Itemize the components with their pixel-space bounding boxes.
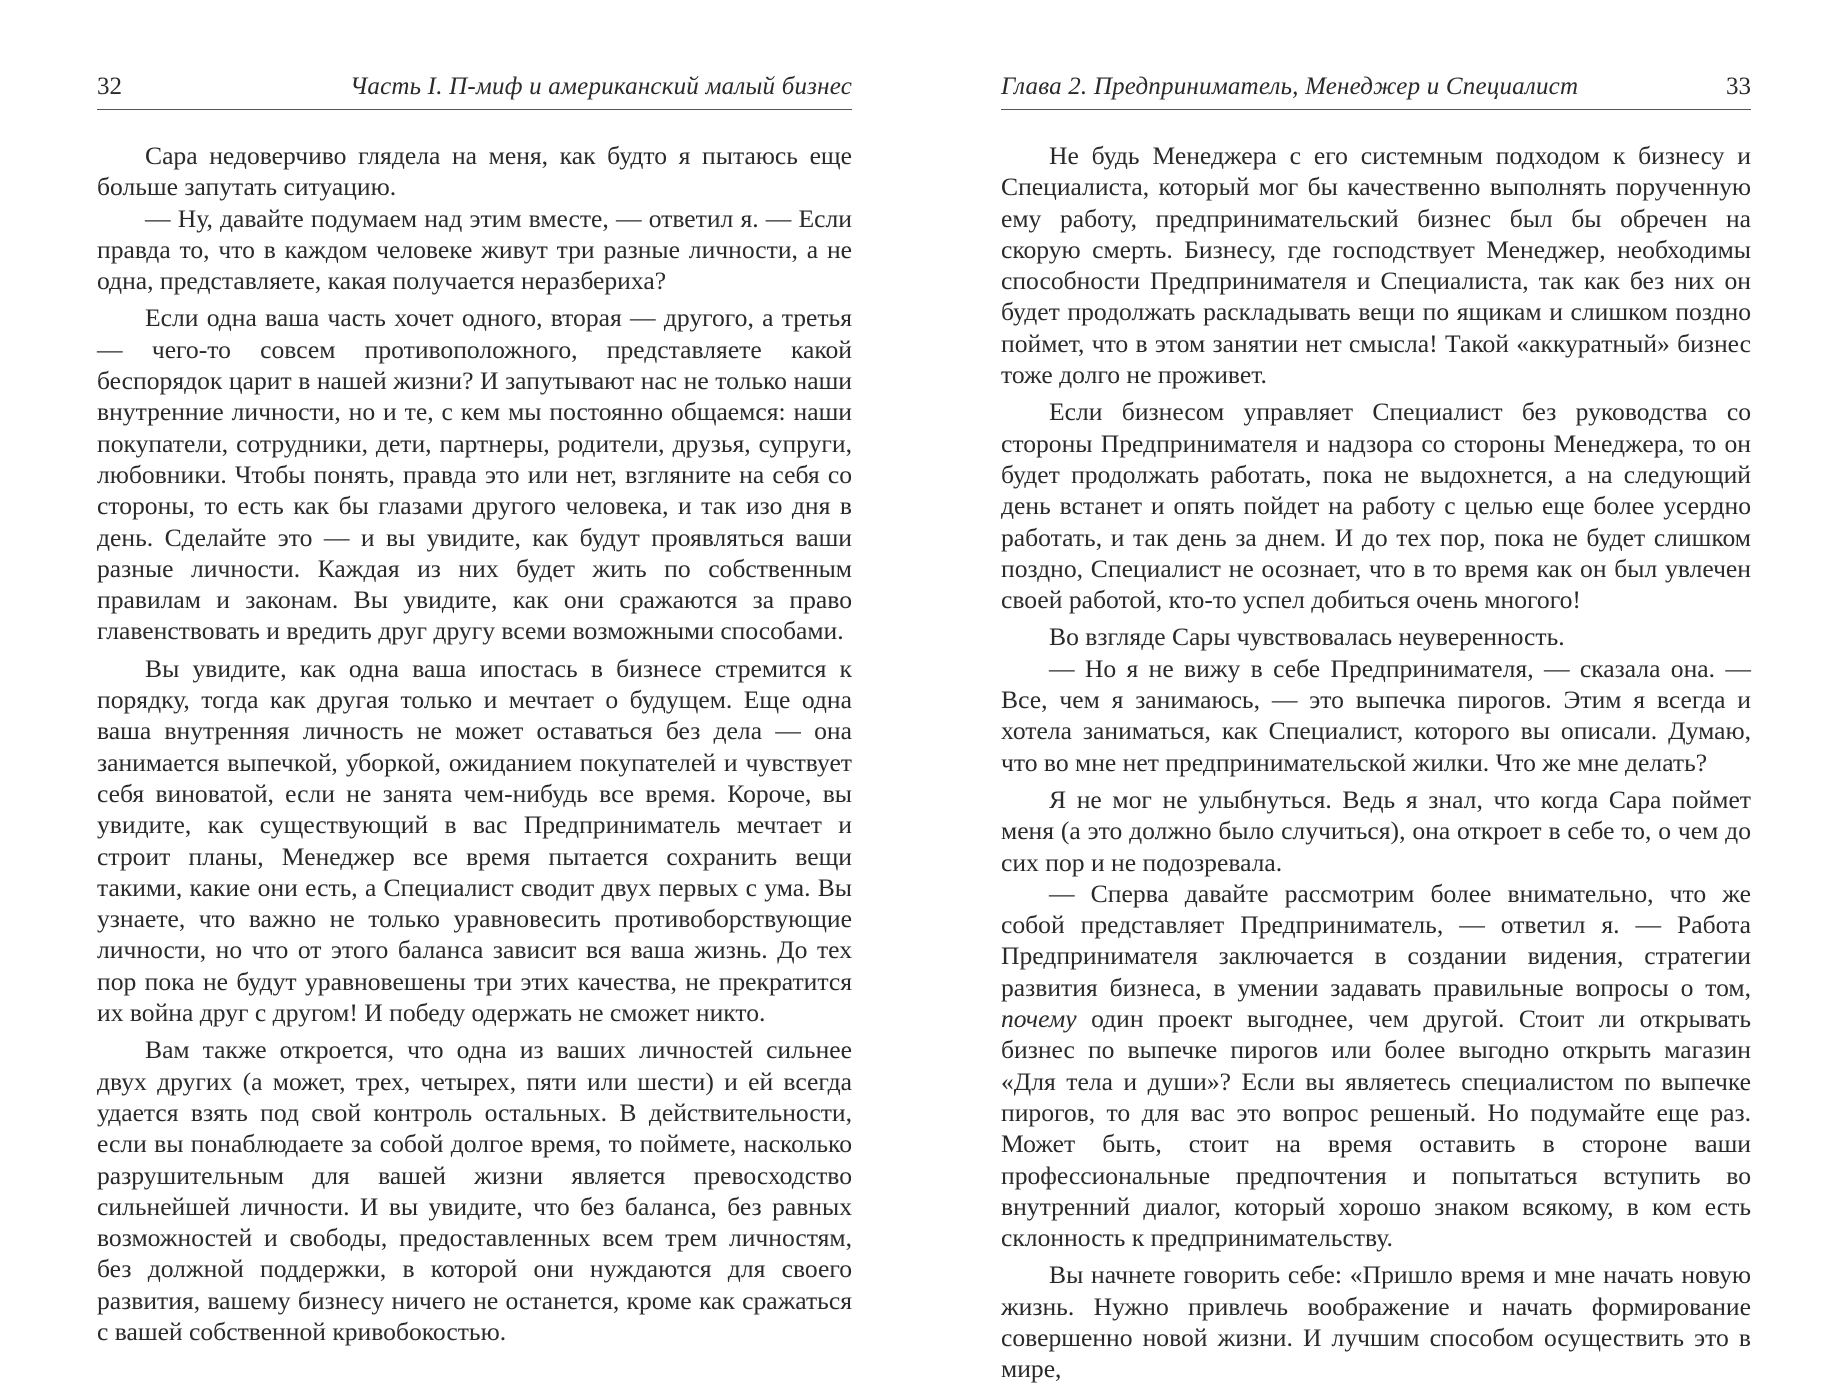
right-page-body	[1001, 140, 1751, 1385]
left-page-body	[97, 140, 852, 1347]
page-number: 33	[1726, 73, 1751, 100]
paragraph: — Ну, давайте подумаем над этим вместе, — ответил я. — Если правда то, что в каждом человеке живут три разные личности, а не одна, представляете, какая получается неразбериха?	[97, 203, 852, 296]
paragraph-text: — Сперва давайте рассмотрим более внимательно, что же собой представляет Предприниматель, — ответил я. — Работа Предпринимателя заключается в создании видения, стратегии развития бизнеса, в умении задавать правильные вопросы о том,	[1001, 878, 1751, 1002]
paragraph-text: один проект выгоднее, чем другой. Стоит ли открывать бизнес по выпечке пирогов или более выгодно открыть магазин «Для тела и души»? Если вы являетесь специалистом по выпечке пирогов, то для вас это вопрос решеный. Но подумайте еще раз. Может быть, стоит на время оставить в стороне ваши профессиональные предпочтения и попытаться вступить во внутренний диалог, который хорошо знаком всякому, в ком есть склонность к предпринимательству.	[1001, 1004, 1751, 1253]
paragraph: Во взгляде Сары чувствовалась неуверенность.	[1049, 622, 1565, 652]
right-page-header	[1001, 72, 1751, 110]
right-page	[1001, 72, 1751, 1385]
paragraph: Вы начнете говорить себе: «Пришло время и мне начать новую жизнь. Нужно привлечь воображение и начать формирование совершенно новой жизни. И лучшим способом осуществить это в мире,	[1001, 1260, 1751, 1384]
paragraph: Я не мог не улыбнуться. Ведь я знал, что когда Сара поймет меня (а это должно было случиться), она откроет в себе то, о чем до сих пор и не подозревала.	[1001, 784, 1751, 877]
paragraph: Вы увидите, как одна ваша ипостась в бизнесе стремится к порядку, тогда как другая только и мечтает о будущем. Еще одна ваша внутренняя личность не может оставаться без дела — она занимается выпечкой, уборкой, ожиданием покупателей и чувствует себя виноватой, если не занята чем-нибудь все время. Короче, вы увидите, как существующий в вас Предприниматель мечтает и строит планы, Менеджер все время пытается сохранить вещи такими, какие они есть, а Специалист сводит двух первых с ума. Вы узнаете, что важно не только уравновесить противоборствующие личности, но что от этого баланса зависит вся ваша жизнь. До тех пор пока не будут уравновешены три этих качества, не прекратится их война друг с другом! И победу одержать не сможет никто.	[97, 653, 852, 1028]
paragraph: Не будь Менеджера с его системным подходом к бизнесу и Специалиста, который мог бы качественно выполнять порученную ему работу, предпринимательский бизнес был бы обречен на скорую смерть. Бизнесу, где господствует Менеджер, необходимы способности Предпринимателя и Специалиста, так как без них он будет продолжать раскладывать вещи по ящикам и слишком поздно поймет, что в этом занятии нет смысла! Такой «аккуратный» бизнес тоже долго не проживет.	[1001, 141, 1751, 390]
emphasis: почему	[1001, 1004, 1077, 1034]
left-page	[97, 72, 852, 1347]
paragraph: Сара недоверчиво глядела на меня, как будто я пытаюсь еще больше запутать ситуацию.	[97, 141, 852, 202]
paragraph: Вам также откроется, что одна из ваших личностей сильнее двух других (а может, трех, четырех, пяти или шести) и ей всегда удается взять под свой контроль остальных. В действительности, если вы понаблюдаете за собой долгое время, то поймете, насколько разрушительным для вашей жизни является превосходство сильнейшей личности. И вы увидите, что без баланса, без равных возможностей и свободы, предоставленных всем трем личностям, без должной поддержки, в которой они нуждаются для своего развития, вашему бизнесу ничего не останется, кроме как сражаться с вашей собственной кривобокостью.	[97, 1035, 852, 1346]
left-page-header	[97, 72, 852, 110]
page-number: 32	[97, 73, 122, 100]
running-header: Часть I. П-миф и американский малый бизнес	[349, 73, 852, 100]
paragraph: Если одна ваша часть хочет одного, вторая — другого, а третья — чего-то совсем противоположного, представляете какой беспорядок царит в нашей жизни? И запутывают нас не только наши внутренние личности, но и те, с кем мы постоянно общаемся: наши покупатели, сотрудники, дети, партнеры, родители, друзья, супруги, любовники. Чтобы понять, правда это или нет, взгляните на себя со стороны, то есть как бы глазами другого человека, и так изо дня в день. Сделайте это — и вы увидите, как будут проявляться ваши разные личности. Каждая из них будет жить по собственным правилам и законам. Вы увидите, как они сражаются за право главенствовать и вредить друг другу всеми возможными способами.	[97, 303, 852, 646]
running-header: Глава 2. Предприниматель, Менеджер и Специалист	[1001, 73, 1579, 100]
paragraph: Если бизнесом управляет Специалист без руководства со стороны Предпринимателя и надзора со стороны Менеджера, то он будет продолжать работать, пока не выдохнется, а на следующий день встанет и опять пойдет на работу с целью еще более усердно работать, и так день за днем. И до тех пор, пока не будет слишком поздно, Специалист не осознает, что в то время как он был увлечен своей работой, кто-то успел добиться очень многого!	[1001, 397, 1751, 615]
paragraph	[1001, 878, 1751, 1254]
paragraph: — Но я не вижу в себе Предпринимателя, — сказала она. — Все, чем я занимаюсь, — это выпечка пирогов. Этим я всегда и хотела заниматься, как Специалист, которого вы описали. Думаю, что во мне нет предпринимательской жилки. Что же мне делать?	[1001, 653, 1751, 777]
